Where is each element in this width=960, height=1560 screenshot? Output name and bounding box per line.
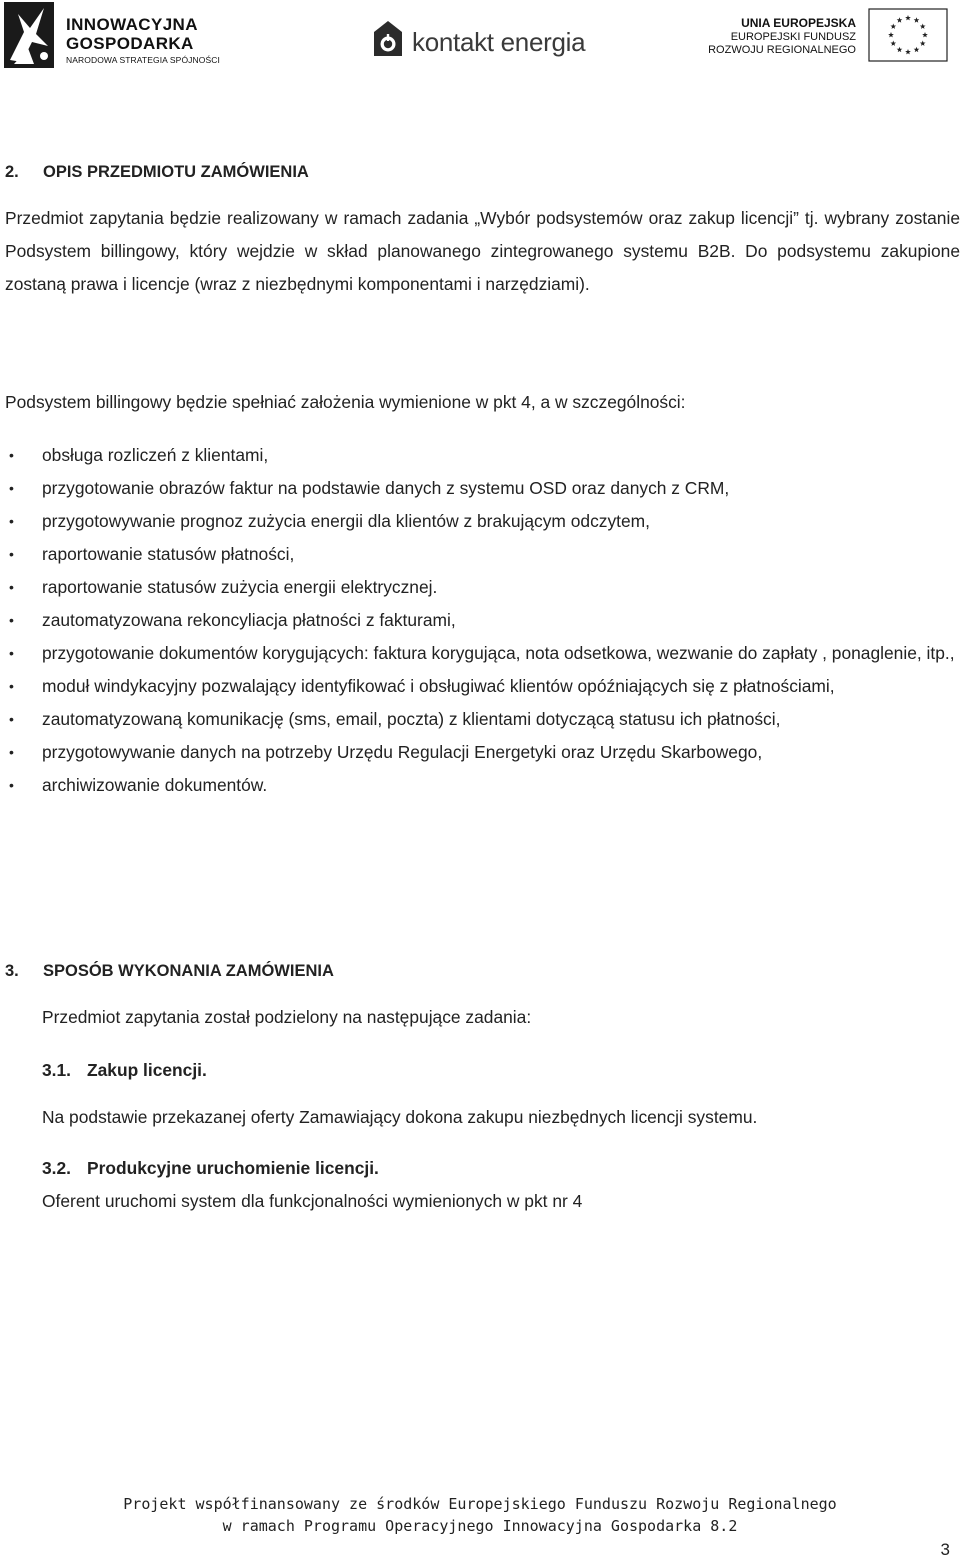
list-item	[0, 472, 960, 505]
bullet-icon: •	[9, 645, 14, 661]
list-item	[0, 505, 960, 538]
section3-heading	[5, 962, 334, 981]
list-item-text: raportowanie statusów zużycia energii elektrycznej.	[42, 577, 438, 597]
list-item-text: przygotowanie obrazów faktur na podstawie danych z systemu OSD oraz danych z CRM,	[42, 478, 730, 498]
list-item-text: moduł windykacyjny pozwalający identyfikować i obsługiwać klientów opóźniających się z płatnościami,	[42, 676, 835, 696]
header-logos	[0, 0, 960, 72]
list-item-text: zautomatyzowana rekoncyliacja płatności z fakturami,	[42, 610, 456, 630]
section3-number: 3.	[5, 962, 19, 980]
bullet-icon: •	[9, 744, 14, 760]
bullet-icon: •	[9, 579, 14, 595]
list-item	[0, 670, 960, 703]
list-item-text: przygotowywanie prognoz zużycia energii dla klientów z brakującym odczytem,	[42, 511, 650, 531]
bullet-icon: •	[9, 447, 14, 463]
innowacyjna-gospodarka-logo	[4, 2, 229, 68]
subsection-3-1-text: Na podstawie przekazanej oferty Zamawiający dokona zakupu niezbędnych licencji systemu.	[42, 1107, 758, 1127]
logo-left-line3: NARODOWA STRATEGIA SPÓJNOŚCI	[66, 55, 220, 65]
subsection-3-2-heading	[42, 1158, 379, 1179]
page-number: 3	[940, 1540, 950, 1559]
logo-right-line2: EUROPEJSKI FUNDUSZ	[730, 30, 856, 43]
logo-center-text: kontakt energia	[412, 27, 586, 57]
list-item	[0, 571, 960, 604]
section2-number: 2.	[5, 163, 19, 181]
eu-fund-logo	[708, 8, 948, 66]
bullet-icon: •	[9, 612, 14, 628]
subsection-3-2-number: 3.2.	[42, 1158, 72, 1178]
subsection-3-2-title: Produkcyjne uruchomienie licencji.	[87, 1158, 379, 1178]
logo-right-line1: UNIA EUROPEJSKA	[741, 16, 856, 30]
bullet-icon: •	[9, 777, 14, 793]
kontakt-energia-house-icon	[372, 20, 404, 58]
logo-right-line3: ROZWOJU REGIONALNEGO	[708, 44, 856, 57]
section3-intro: Przedmiot zapytania został podzielony na następujące zadania:	[42, 1007, 532, 1027]
section2-heading	[5, 163, 309, 182]
bullet-icon: •	[9, 480, 14, 496]
billing-feature-list	[0, 439, 960, 802]
list-item	[0, 769, 960, 802]
list-item	[0, 736, 960, 769]
section2-intro: Podsystem billingowy będzie spełniać założenia wymienione w pkt 4, a w szczególności:	[5, 392, 686, 412]
list-item	[0, 439, 960, 472]
list-item-text: raportowanie statusów płatności,	[42, 544, 295, 564]
logo-left-line2: GOSPODARKA	[66, 34, 194, 53]
footer-line1: Projekt współfinansowany ze środków Europejskiego Funduszu Rozwoju Regionalnego	[123, 1495, 837, 1513]
subsection-3-1-number: 3.1.	[42, 1060, 72, 1080]
list-item	[0, 604, 960, 637]
list-item-text: zautomatyzowaną komunikację (sms, email, poczta) z klientami dotyczącą statusu ich płatności,	[42, 709, 781, 729]
section2-paragraph: Przedmiot zapytania będzie realizowany w ramach zadania „Wybór podsystemów oraz zakup licencji” tj. wybrany zostanie Podsystem billingowy, który wejdzie w skład planowanego zintegrowanego systemu B2B. Do podsystemu zakupione zostaną prawa i licencje (wraz z niezbędnymi komponentami i narzędziami).	[5, 208, 960, 294]
bullet-icon: •	[9, 678, 14, 694]
section2-title: OPIS PRZEDMIOTU ZAMÓWIENIA	[43, 163, 309, 181]
list-item-text: przygotowywanie danych na potrzeby Urzędu Regulacji Energetyki oraz Urzędu Skarbowego,	[42, 742, 763, 762]
logo-left-line1: INNOWACYJNA	[66, 15, 198, 34]
bullet-icon: •	[9, 513, 14, 529]
list-item	[0, 703, 960, 736]
innowacyjna-gospodarka-mark-icon	[4, 2, 54, 68]
list-item-text: przygotowanie dokumentów korygujących: faktura korygująca, nota odsetkowa, wezwanie do zapłaty , ponaglenie, itp.,	[42, 643, 955, 663]
footer	[0, 1493, 960, 1537]
list-item-text: archiwizowanie dokumentów.	[42, 775, 268, 795]
bullet-icon: •	[9, 711, 14, 727]
footer-line2: w ramach Programu Operacyjnego Innowacyjna Gospodarka 8.2	[222, 1517, 738, 1535]
subsection-3-1-heading	[42, 1060, 207, 1081]
eu-flag-icon	[868, 8, 948, 62]
subsection-3-2-text: Oferent uruchomi system dla funkcjonalności wymienionych w pkt nr 4	[42, 1191, 583, 1211]
subsection-3-1-title: Zakup licencji.	[87, 1060, 207, 1080]
list-item	[0, 538, 960, 571]
list-item	[0, 637, 960, 670]
bullet-icon: •	[9, 546, 14, 562]
section3-title: SPOSÓB WYKONANIA ZAMÓWIENIA	[43, 962, 334, 980]
list-item-text: obsługa rozliczeń z klientami,	[42, 445, 269, 465]
